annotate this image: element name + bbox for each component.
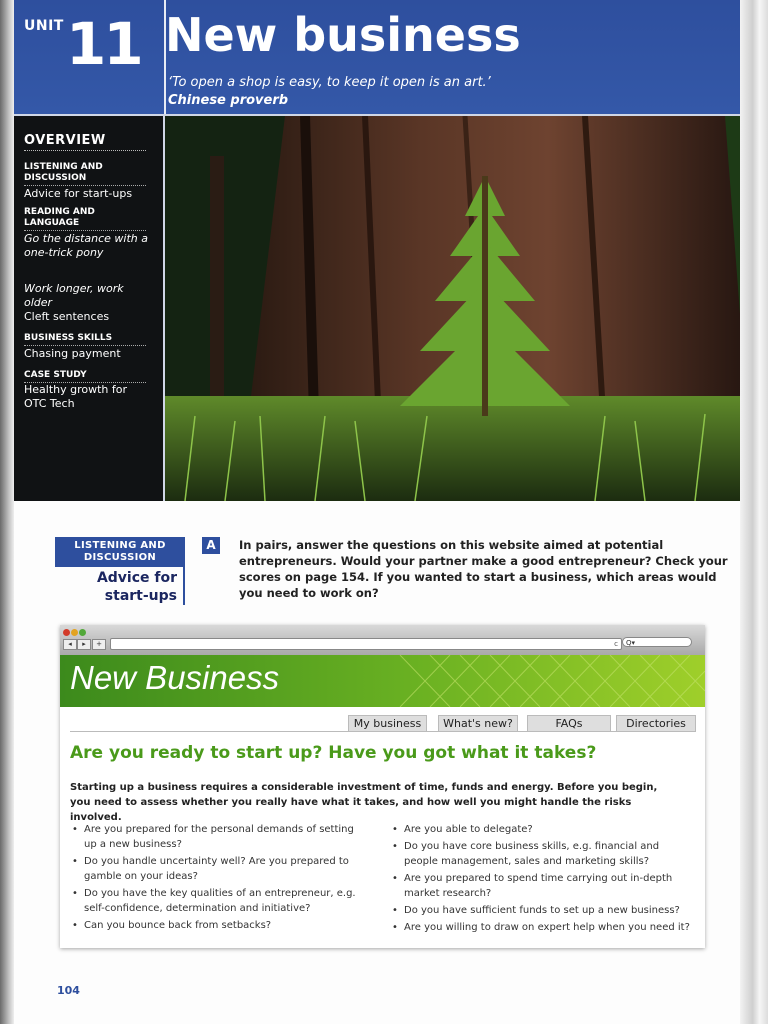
listening-category: LISTENING AND DISCUSSION <box>55 537 185 567</box>
list-item: • Are you able to delegate? <box>392 824 533 835</box>
tab-my-business[interactable]: My business <box>348 715 427 731</box>
tab-whats-new[interactable]: What's new? <box>438 715 518 731</box>
list-item: • Do you have the key qualities of an entrepreneur, e.g. self-confidence, determination and initiative? <box>72 888 356 914</box>
address-bar[interactable] <box>110 638 622 650</box>
page-number: 104 <box>57 984 80 997</box>
list-item: • Are you prepared to spend time carrying out in-depth market research? <box>392 873 673 899</box>
site-intro: Starting up a business requires a considerable investment of time, funds and energy. Before you begin, you need to assess whether you really have what it takes, and how well you might handle the risks involved. <box>70 782 658 823</box>
exercise-instruction: In pairs, answer the questions on this website aimed at potential entrepreneurs. Would your partner make a good entrepreneur? Check your scores on page 154. If you wanted to start a business, which areas would you need to work on? <box>239 538 728 600</box>
list-item: • Do you have core business skills, e.g. financial and people management, sales and marketing skills? <box>392 841 660 867</box>
website-mockup <box>60 625 705 948</box>
back-button[interactable]: ◂ <box>63 639 77 650</box>
overview-category: READING AND LANGUAGE <box>24 207 146 231</box>
reload-icon[interactable]: c <box>614 640 618 648</box>
listening-discussion-box <box>55 537 185 605</box>
overview-item: Cleft sentences <box>24 310 110 323</box>
questions-left <box>72 822 362 935</box>
book-spine <box>0 0 14 1024</box>
forest-illustration <box>165 116 740 501</box>
overview-item: Healthy growth for OTC Tech <box>24 383 128 410</box>
overview-category: BUSINESS SKILLS <box>24 333 146 346</box>
close-icon[interactable] <box>63 629 70 636</box>
questions-right <box>392 822 692 937</box>
site-title: New Business <box>70 659 280 696</box>
quote-source: Chinese proverb <box>168 93 289 108</box>
tab-underline <box>70 731 696 732</box>
unit-title: New business <box>165 8 521 62</box>
search-input[interactable]: Q▾ <box>622 637 692 647</box>
unit-quote: ‘To open a shop is easy, to keep it open is an art.’ <box>168 75 491 90</box>
overview-item: Work longer, work older <box>24 282 124 309</box>
list-item: • Do you handle uncertainty well? Are you prepared to gamble on your ideas? <box>72 856 349 882</box>
forward-button[interactable]: ▸ <box>77 639 91 650</box>
overview-category: LISTENING AND DISCUSSION <box>24 162 146 186</box>
forest-photo <box>165 114 740 501</box>
tab-directories[interactable]: Directories <box>616 715 696 731</box>
add-tab-button[interactable]: + <box>92 639 106 650</box>
site-heading: Are you ready to start up? Have you got what it takes? <box>70 743 597 763</box>
list-item: • Can you bounce back from setbacks? <box>72 920 272 931</box>
overview-rule <box>24 150 146 151</box>
overview-item: Chasing payment <box>24 347 121 360</box>
unit-label: UNIT <box>24 18 64 34</box>
browser-chrome <box>60 625 705 655</box>
minimize-icon[interactable] <box>71 629 78 636</box>
overview-item: Go the distance with a one-trick pony <box>24 232 148 259</box>
list-item: • Are you willing to draw on expert help when you need it? <box>392 922 690 933</box>
page-edge <box>740 0 768 1024</box>
overview-title: OVERVIEW <box>24 133 106 148</box>
unit-number: 11 <box>66 10 141 78</box>
exercise-label: A <box>202 537 220 554</box>
listening-title: Advice for start-ups <box>55 567 185 605</box>
tab-faqs[interactable]: FAQs <box>527 715 611 731</box>
list-item: • Are you prepared for the personal demands of setting up a new business? <box>72 824 354 850</box>
list-item: • Do you have sufficient funds to set up a new business? <box>392 905 680 916</box>
overview-category: CASE STUDY <box>24 370 146 383</box>
maximize-icon[interactable] <box>79 629 86 636</box>
overview-item: Advice for start-ups <box>24 187 133 200</box>
